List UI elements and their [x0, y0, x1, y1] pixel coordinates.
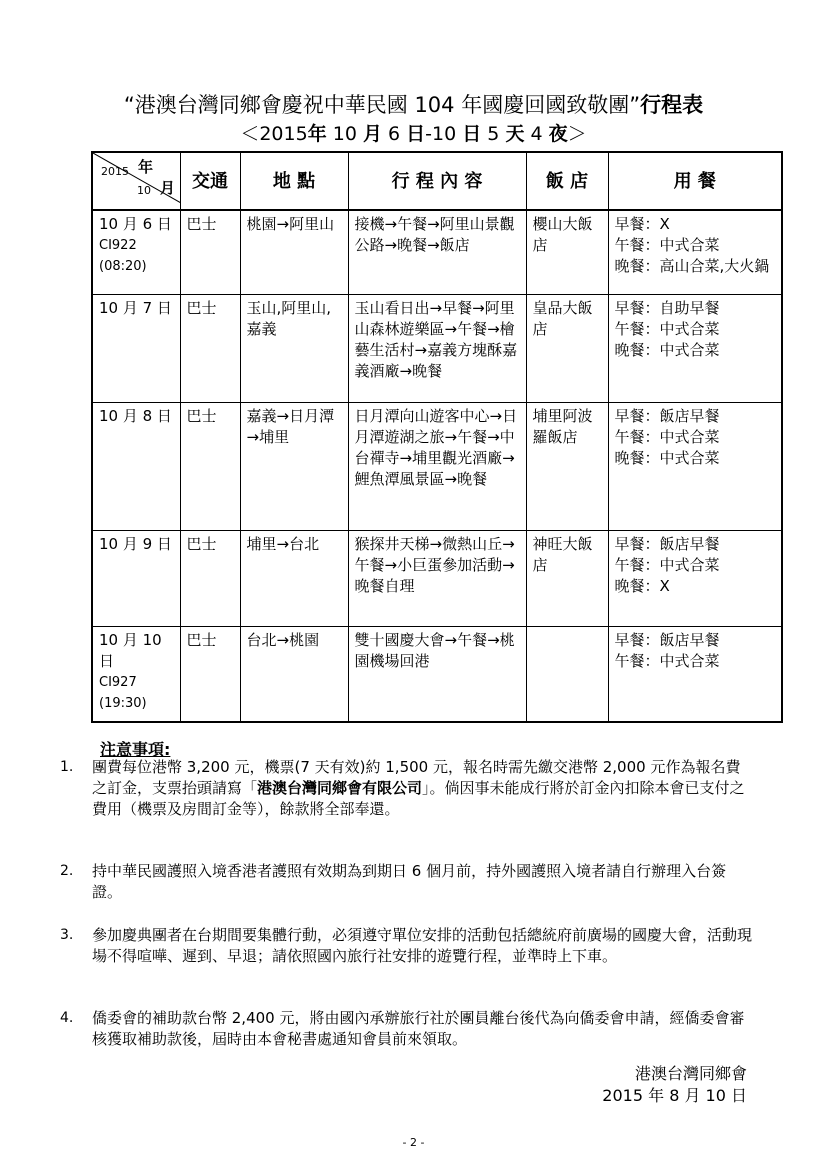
subtitle-day2: 日: [462, 123, 482, 145]
place-cell: 埔里→台北: [240, 530, 348, 626]
corner-month: 10: [137, 184, 151, 197]
column-header-transport: 交通: [180, 152, 240, 210]
note-text: 持中華民國護照入境香港者護照有效期為到期日 6 個月前，持外國護照入境者請自行辦理入台簽證。: [92, 862, 727, 901]
corner-month-label: 月: [160, 179, 176, 197]
table-row: [92, 402, 782, 530]
note-number: 2.: [60, 863, 74, 879]
document-title: [0, 92, 827, 118]
date-cell: [92, 210, 180, 294]
note-text: [92, 757, 752, 820]
subtitle-dash: -10: [425, 123, 463, 145]
place-cell: 嘉義→日月潭→埔里: [240, 402, 348, 530]
note-text-post: 」。倘因事未能成行將於訂金內扣除本會已支付之費用（機票及房間訂金等），餘款將全部奉還。: [92, 779, 745, 818]
subtitle-day: 日: [406, 123, 426, 145]
corner-year: 2015: [101, 165, 129, 178]
note-text: 僑委會的補助款台幣 2,400 元，將由國內承辦旅行社於團員離台後代為向僑委會申請，經僑委會審核獲取補助款後，屆時由本會秘書處通知會員前來領取。: [92, 1009, 745, 1048]
meal-breakfast: 早餐：飯店早餐: [614, 630, 720, 649]
content-cell: 接機→午餐→阿里山景觀公路→晚餐→飯店: [348, 210, 526, 294]
column-header-place: 地 點: [240, 152, 348, 210]
meal-lunch: 午餐：中式合菜: [614, 427, 720, 446]
itinerary-table: [91, 151, 783, 723]
subtitle-tian: 天: [505, 123, 525, 145]
content-cell: 日月潭向山遊客中心→日月潭遊湖之旅→午餐→中台禪寺→埔里觀光酒廠→鯉魚潭風景區→晚餐: [348, 402, 526, 530]
subtitle-close: ＞: [567, 123, 587, 145]
place-cell: 桃園→阿里山: [240, 210, 348, 294]
table-row: [92, 294, 782, 402]
subtitle-year: 年: [307, 123, 327, 145]
flight: CI922: [99, 238, 137, 253]
table-header-row: [92, 152, 782, 210]
hotel-cell: 櫻山大飯店: [526, 210, 608, 294]
transport-cell: 巴士: [180, 294, 240, 402]
date: 10 月 10 日: [99, 630, 162, 670]
note-number: 3.: [60, 927, 74, 943]
meals-cell: [608, 210, 782, 294]
place-cell: 玉山,阿里山,嘉義: [240, 294, 348, 402]
transport-cell: 巴士: [180, 402, 240, 530]
hotel-cell: 皇品大飯店: [526, 294, 608, 402]
date-cell: [92, 294, 180, 402]
meals-cell: [608, 530, 782, 626]
signature-org: 港澳台灣同鄉會: [634, 1064, 747, 1083]
meal-lunch: 午餐：中式合菜: [614, 236, 720, 254]
table-row: [92, 530, 782, 626]
transport-cell: 巴士: [180, 210, 240, 294]
column-header-meals: 用 餐: [608, 152, 782, 210]
content-cell: 玉山看日出→早餐→阿里山森林遊樂區→午餐→檜藝生活村→嘉義方塊酥嘉義酒廠→晚餐: [348, 294, 526, 402]
note-text-pre: 團費每位港幣 3,200 元，機票(7 天有效)約 1,500 元，報名時需先繳交港幣 2,000 元作為報名費之訂金，支票抬頭請寫「: [92, 758, 741, 797]
hotel-cell: 埔里阿波羅飯店: [526, 402, 608, 530]
content-cell: 雙十國慶大會→午餐→桃園機場回港: [348, 626, 526, 722]
subtitle-m1: 10: [326, 123, 363, 145]
hotel-cell: [526, 626, 608, 722]
meals-cell: [608, 626, 782, 722]
meals-cell: [608, 294, 782, 402]
meal-dinner: 晚餐：中式合菜: [614, 340, 720, 359]
meal-lunch: 午餐：中式合菜: [614, 555, 720, 574]
page-number: - 2 -: [402, 1136, 425, 1149]
title-suffix: 行程表: [640, 93, 704, 117]
column-header-hotel: 飯 店: [526, 152, 608, 210]
meals-cell: [608, 402, 782, 530]
meal-lunch: 午餐：中式合菜: [614, 319, 720, 338]
corner-year-label: 年: [138, 158, 154, 176]
meal-dinner: 晚餐：X: [614, 576, 670, 595]
date-cell: [92, 402, 180, 530]
note-text-bold: 港澳台灣同鄉會有限公司: [257, 779, 423, 797]
subtitle-ye: 夜: [548, 123, 568, 145]
table-row: [92, 626, 782, 722]
signature-block: [602, 1063, 747, 1107]
meal-breakfast: 早餐：飯店早餐: [614, 534, 720, 553]
subtitle-month: 月: [362, 123, 382, 145]
transport-cell: 巴士: [180, 626, 240, 722]
flight-time: (08:20): [99, 259, 147, 274]
subtitle-open: ＜2015: [240, 123, 308, 145]
meal-dinner: 晚餐：高山合菜,大火鍋: [614, 257, 770, 275]
meal-breakfast: 早餐：X: [614, 215, 670, 233]
date: 10 月 9 日: [99, 534, 172, 553]
column-header-content: 行 程 內 容: [348, 152, 526, 210]
flight: CI927: [99, 674, 137, 690]
subtitle-n5: 5: [481, 123, 506, 145]
content-cell: 猴探井天梯→微熱山丘→午餐→小巨蛋參加活動→晚餐自理: [348, 530, 526, 626]
meal-breakfast: 早餐：飯店早餐: [614, 406, 720, 425]
notes-title: 注意事項:: [100, 740, 171, 759]
note-number: 4.: [60, 1010, 74, 1026]
flight-time: (19:30): [99, 695, 147, 711]
subtitle-n4: 4: [524, 123, 549, 145]
transport-cell: 巴士: [180, 530, 240, 626]
date: 10 月 6 日: [99, 215, 172, 233]
meal-lunch: 午餐：中式合菜: [614, 651, 720, 670]
table-row: [92, 210, 782, 294]
date-cell: [92, 626, 180, 722]
title-main: “港澳台灣同鄉會慶祝中華民國 104 年國慶回國致敬團”: [123, 93, 641, 117]
subtitle-d1: 6: [381, 123, 407, 145]
note-text: 參加慶典團者在台期間要集體行動，必須遵守單位安排的活動包括總統府前廣場的國慶大會，活動現場不得喧嘩、遲到、早退；請依照國內旅行社安排的遊覽行程，並準時上下車。: [92, 926, 753, 965]
corner-header-cell: [92, 152, 180, 210]
date: 10 月 8 日: [99, 406, 172, 425]
meal-dinner: 晚餐：中式合菜: [614, 448, 720, 467]
date-cell: [92, 530, 180, 626]
hotel-cell: 神旺大飯店: [526, 530, 608, 626]
note-number: 1.: [60, 759, 74, 775]
signature-date: 2015 年 8 月 10 日: [602, 1086, 747, 1105]
document-subtitle: [0, 121, 827, 147]
meal-breakfast: 早餐：自助早餐: [614, 298, 720, 317]
date: 10 月 7 日: [99, 298, 172, 317]
place-cell: 台北→桃園: [240, 626, 348, 722]
